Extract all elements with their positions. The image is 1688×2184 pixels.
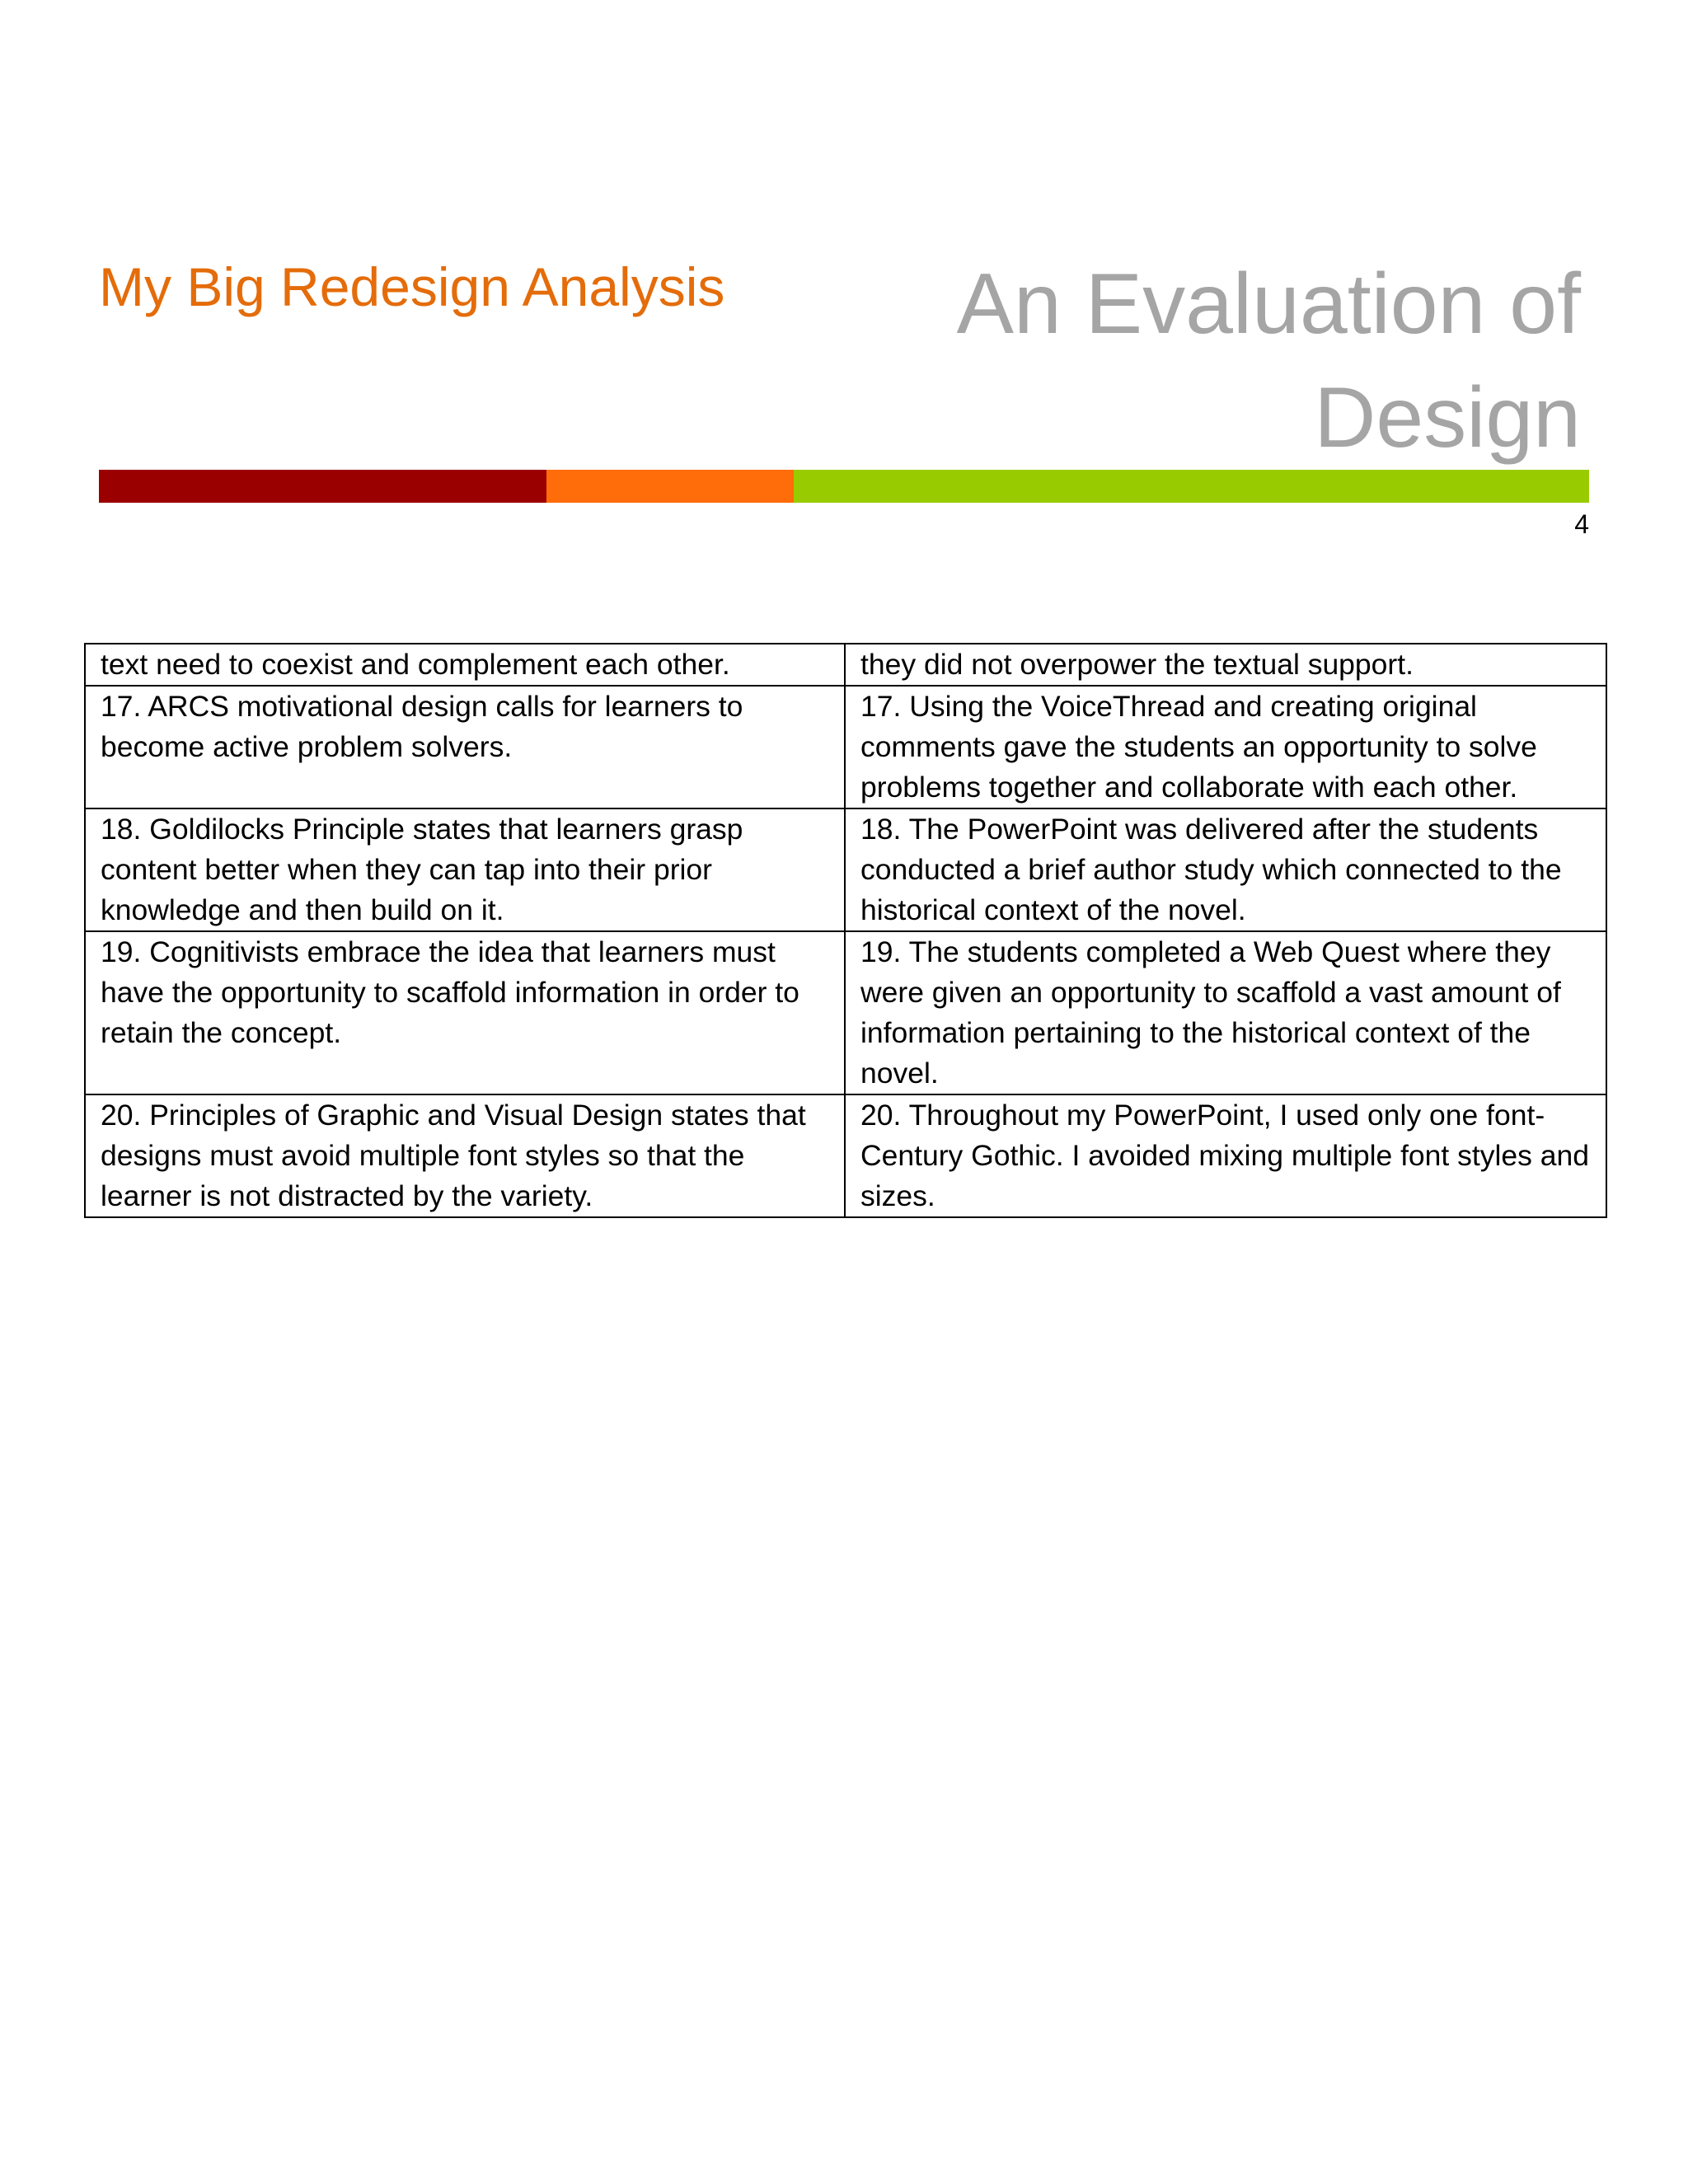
table-row: [85, 1094, 1606, 1217]
table-row: [85, 808, 1606, 931]
document-subtitle: My Big Redesign Analysis: [99, 256, 725, 317]
color-bar-green-segment: [794, 470, 1589, 503]
table-cell-principle: 18. Goldilocks Principle states that learners grasp content better when they can tap into their prior knowledge and then build on it.: [85, 808, 845, 931]
page-number: 4: [1574, 509, 1589, 539]
table-cell-principle: text need to coexist and complement each other.: [85, 644, 845, 686]
table-cell-principle: 20. Principles of Graphic and Visual Design states that designs must avoid multiple font styles so that the learner is not distracted by the variety.: [85, 1094, 845, 1217]
table-row: [85, 686, 1606, 808]
document-title: An Evaluation of Design: [956, 256, 1581, 466]
table-row: [85, 644, 1606, 686]
table-cell-application: 17. Using the VoiceThread and creating original comments gave the students an opportunity to solve problems together and collaborate with each other.: [845, 686, 1606, 808]
comparison-table: [84, 643, 1607, 1218]
color-bar-red-segment: [99, 470, 546, 503]
table-cell-principle: 19. Cognitivists embrace the idea that learners must have the opportunity to scaffold information in order to retain the concept.: [85, 931, 845, 1094]
table-row: [85, 931, 1606, 1094]
table-cell-application: 19. The students completed a Web Quest where they were given an opportunity to scaffold a vast amount of information pertaining to the historical context of the novel.: [845, 931, 1606, 1094]
table-cell-application: 18. The PowerPoint was delivered after the students conducted a brief author study which connected to the historical context of the novel.: [845, 808, 1606, 931]
header-color-bar: [99, 470, 1589, 503]
table-cell-application: they did not overpower the textual support.: [845, 644, 1606, 686]
color-bar-orange-segment: [546, 470, 794, 503]
table-cell-principle: 17. ARCS motivational design calls for learners to become active problem solvers.: [85, 686, 845, 808]
table-cell-application: 20. Throughout my PowerPoint, I used only one font- Century Gothic. I avoided mixing multiple font styles and sizes.: [845, 1094, 1606, 1217]
